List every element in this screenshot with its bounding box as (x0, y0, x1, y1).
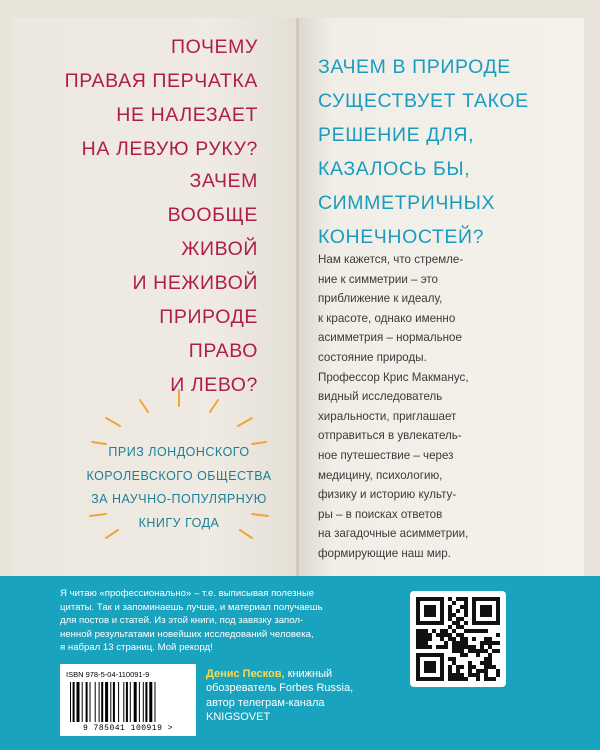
question-line: ВООБЩЕ (167, 204, 258, 226)
qr-module (488, 677, 492, 681)
barcode-bar (70, 682, 71, 722)
question-block-2 (133, 164, 259, 402)
qr-module (416, 633, 420, 637)
page-fold (296, 18, 300, 600)
qr-module (472, 637, 476, 641)
qr-module (444, 629, 448, 633)
qr-module (484, 637, 488, 641)
qr-module (488, 665, 492, 669)
reviewer-name-line (206, 667, 353, 681)
qr-module (456, 621, 460, 625)
qr-module (464, 653, 468, 657)
qr-module (452, 621, 456, 625)
prize-caption (78, 441, 280, 535)
qr-module (452, 661, 456, 665)
qr-module (488, 637, 492, 641)
description-line: видный исследователь (318, 390, 443, 404)
headline-line: КОНЕЧНОСТЕЙ? (318, 226, 485, 248)
qr-module (464, 629, 468, 633)
qr-module (456, 649, 460, 653)
description-line: ры – в поисках ответов (318, 507, 443, 521)
qr-module (440, 633, 444, 637)
description-line: физику и историю культу- (318, 488, 457, 502)
qr-module (456, 609, 460, 613)
qr-module (488, 661, 492, 665)
qr-module (452, 657, 456, 661)
headline-line: СУЩЕСТВУЕТ ТАКОЕ (318, 90, 529, 112)
qr-module (416, 629, 420, 633)
qr-module (464, 645, 468, 649)
question-line: И НЕЖИВОЙ (132, 272, 258, 294)
qr-module (428, 645, 432, 649)
barcode-bar (145, 682, 147, 722)
qr-module (460, 665, 464, 669)
qr-module (428, 637, 432, 641)
qr-module (460, 641, 464, 645)
qr-module (492, 677, 496, 681)
qr-module (484, 657, 488, 661)
qr-module (448, 669, 452, 673)
qr-module (424, 629, 428, 633)
qr-module (444, 633, 448, 637)
qr-module (452, 677, 456, 681)
qr-module (468, 649, 472, 653)
qr-module (484, 673, 488, 677)
qr-module (492, 641, 496, 645)
qr-module (416, 641, 420, 645)
qr-module (460, 637, 464, 641)
qr-module (484, 649, 488, 653)
description (318, 250, 548, 564)
qr-module (484, 677, 488, 681)
description-line: к красоте, однако именно (318, 311, 456, 325)
qr-module (476, 629, 480, 633)
qr-module (444, 645, 448, 649)
barcode-bar (86, 682, 88, 722)
qr-module (456, 625, 460, 629)
qr-module (472, 629, 476, 633)
qr-module (460, 605, 464, 609)
headline-line: СИММЕТРИЧНЫХ (318, 192, 496, 214)
qr-module (456, 633, 460, 637)
qr-module (480, 641, 484, 645)
barcode-bar (143, 682, 144, 722)
reviewer-line: KNIGSOVET (206, 711, 271, 724)
qr-module (424, 645, 428, 649)
qr-module (468, 673, 472, 677)
barcode-bar (134, 682, 137, 722)
qr-module (492, 665, 496, 669)
prize-line: ПРИЗ ЛОНДОНСКОГО (108, 445, 250, 459)
quote-line: ненной результатами новейших исследований человека, (60, 628, 314, 640)
qr-module (460, 645, 464, 649)
barcode-bar (82, 682, 83, 722)
qr-module (468, 669, 472, 673)
qr-module (428, 633, 432, 637)
qr-module (448, 617, 452, 621)
barcode-bar (118, 682, 119, 722)
barcode-bar (113, 682, 115, 722)
qr-module (420, 641, 424, 645)
qr-module (420, 645, 424, 649)
barcode-bar (73, 682, 75, 722)
qr-module (476, 653, 480, 657)
qr-module (460, 673, 464, 677)
qr-module (420, 629, 424, 633)
qr-module (448, 633, 452, 637)
qr-module (456, 641, 460, 645)
qr-module (424, 641, 428, 645)
headline-line: КАЗАЛОСЬ БЫ, (318, 158, 471, 180)
headline (318, 50, 529, 254)
question-line: ПОЧЕМУ (171, 36, 258, 58)
headline-line: ЗАЧЕМ В ПРИРОДЕ (318, 56, 511, 78)
qr-module (476, 677, 480, 681)
qr-module (464, 605, 468, 609)
qr-module (468, 645, 472, 649)
qr-module (476, 673, 480, 677)
reviewer-credit (206, 667, 353, 725)
qr-module (464, 621, 468, 625)
isbn-label: ISBN 978-5-04-110091-9 (66, 670, 150, 679)
reviewer-line: обозреватель Forbes Russia, (206, 682, 354, 695)
qr-module (452, 645, 456, 649)
isbn-barcode-panel (60, 664, 196, 736)
review-quote (60, 587, 400, 655)
qr-module (464, 609, 468, 613)
qr-module (484, 665, 488, 669)
qr-module (452, 629, 456, 633)
barcode-bar (130, 682, 131, 722)
qr-module (420, 633, 424, 637)
qr-module (456, 597, 460, 601)
qr-module (416, 637, 420, 641)
qr-module (484, 629, 488, 633)
question-line: ЗАЧЕМ (189, 170, 258, 192)
qr-module (436, 633, 440, 637)
qr-module (464, 677, 468, 681)
qr-module (496, 669, 500, 673)
barcode-bar (123, 682, 124, 722)
qr-module (496, 649, 500, 653)
question-line: НА ЛЕВУЮ РУКУ? (81, 138, 258, 160)
qr-module (460, 617, 464, 621)
qr-code-icon (416, 597, 500, 681)
qr-module (460, 677, 464, 681)
prize-line: ЗА НАУЧНО-ПОПУЛЯРНУЮ (91, 492, 267, 506)
description-line: ние к симметрии – это (318, 272, 439, 286)
qr-module (480, 669, 484, 673)
description-line: асимметрия – нормальное (318, 331, 462, 345)
qr-module (448, 625, 452, 629)
description-line: Профессор Крис Макманус, (318, 370, 469, 384)
qr-module (452, 673, 456, 677)
qr-module (424, 637, 428, 641)
description-line: хиральности, приглашает (318, 409, 457, 423)
qr-module (456, 673, 460, 677)
qr-module (448, 597, 452, 601)
quote-line: для постов и статей. Из этой книги, под завязку запол- (60, 615, 304, 627)
qr-module (496, 641, 500, 645)
qr-module (420, 637, 424, 641)
qr-module (460, 625, 464, 629)
qr-module (452, 637, 456, 641)
qr-module (480, 645, 484, 649)
barcode-bar (155, 682, 156, 722)
barcode-bar (99, 682, 100, 722)
qr-module (464, 637, 468, 641)
qr-module (484, 661, 488, 665)
qr-module (448, 677, 452, 681)
qr-module (468, 629, 472, 633)
quote-line: я набрал 13 страниц. Мой рекорд! (60, 642, 213, 654)
qr-module (452, 601, 456, 605)
question-line: ПРАВАЯ ПЕРЧАТКА (64, 70, 258, 92)
qr-module (492, 649, 496, 653)
barcode-bar (105, 682, 108, 722)
barcode-bar (139, 682, 140, 722)
qr-module (476, 649, 480, 653)
qr-module (448, 637, 452, 641)
qr-module (480, 649, 484, 653)
prize-line: КНИГУ ГОДА (138, 515, 220, 530)
question-line: И ЛЕВО? (170, 374, 258, 396)
description-line: ное путешествие – через (318, 448, 454, 462)
prize-line: КОРОЛЕВСКОГО ОБЩЕСТВА (86, 468, 272, 483)
qr-module (464, 613, 468, 617)
reviewer-role: , книжный (281, 668, 333, 680)
barcode-bar (95, 682, 96, 722)
qr-module (432, 629, 436, 633)
qr-module (472, 645, 476, 649)
qr-module (456, 665, 460, 669)
qr-finder-center (424, 661, 436, 673)
qr-module (448, 605, 452, 609)
qr-module (440, 637, 444, 641)
headline-line: РЕШЕНИЕ ДЛЯ, (318, 124, 475, 146)
reviewer-line: автор телеграм-канала (206, 696, 325, 709)
question-line: НЕ НАЛЕЗАЕТ (116, 104, 258, 126)
barcode-bar (126, 682, 128, 722)
qr-module (464, 601, 468, 605)
qr-module (496, 633, 500, 637)
qr-module (460, 653, 464, 657)
qr-finder-center (480, 605, 492, 617)
qr-module (496, 673, 500, 677)
qr-module (424, 633, 428, 637)
qr-module (480, 661, 484, 665)
qr-module (448, 665, 452, 669)
qr-module (448, 673, 452, 677)
description-line: медицину, психологию, (318, 468, 443, 482)
description-line: на загадочные асимметрии, (318, 527, 469, 541)
qr-module (472, 673, 476, 677)
barcode-bar (77, 682, 80, 722)
qr-module (452, 613, 456, 617)
qr-module (456, 669, 460, 673)
isbn-digits: 9 785041 100919 > (82, 724, 174, 733)
barcode-bar (90, 682, 91, 722)
qr-module (488, 657, 492, 661)
reviewer-name: Денис Песков (206, 668, 282, 680)
quote-line: цитаты. Так и запоминаешь лучше, и материал получаешь (60, 601, 323, 613)
qr-module (440, 629, 444, 633)
qr-module (468, 661, 472, 665)
qr-finder-center (424, 605, 436, 617)
qr-module (488, 641, 492, 645)
qr-module (480, 629, 484, 633)
qr-module (452, 649, 456, 653)
qr-module (460, 633, 464, 637)
barcode-icon (68, 682, 188, 724)
qr-module (488, 645, 492, 649)
quote-line: Я читаю «профессионально» – т.е. выписывая полезные (60, 588, 315, 599)
description-line: формирующие наш мир. (318, 546, 451, 560)
qr-module (436, 645, 440, 649)
qr-module (464, 597, 468, 601)
barcode-bar (101, 682, 103, 722)
barcode-bar (149, 682, 152, 722)
question-line: ПРАВО (188, 340, 258, 362)
qr-module (472, 649, 476, 653)
question-line: ПРИРОДЕ (159, 306, 258, 328)
qr-code-panel (410, 591, 506, 687)
qr-module (456, 645, 460, 649)
qr-module (472, 665, 476, 669)
qr-module (460, 597, 464, 601)
qr-module (448, 609, 452, 613)
description-line: состояние природы. (318, 350, 427, 364)
qr-module (452, 641, 456, 645)
question-line: ЖИВОЙ (181, 238, 258, 260)
qr-module (484, 669, 488, 673)
description-line: приближение к идеалу, (318, 292, 443, 306)
qr-module (476, 669, 480, 673)
qr-module (464, 641, 468, 645)
qr-module (488, 653, 492, 657)
qr-module (484, 641, 488, 645)
qr-module (444, 641, 448, 645)
qr-module (468, 665, 472, 669)
qr-module (416, 645, 420, 649)
qr-module (440, 645, 444, 649)
qr-module (448, 613, 452, 617)
barcode-bar (110, 682, 111, 722)
description-line: отправиться в увлекатель- (318, 429, 462, 443)
description-line: Нам кажется, что стремле- (318, 253, 464, 266)
qr-module (456, 677, 460, 681)
qr-module (456, 617, 460, 621)
question-block-1 (65, 30, 258, 166)
qr-module (460, 649, 464, 653)
qr-module (448, 657, 452, 661)
